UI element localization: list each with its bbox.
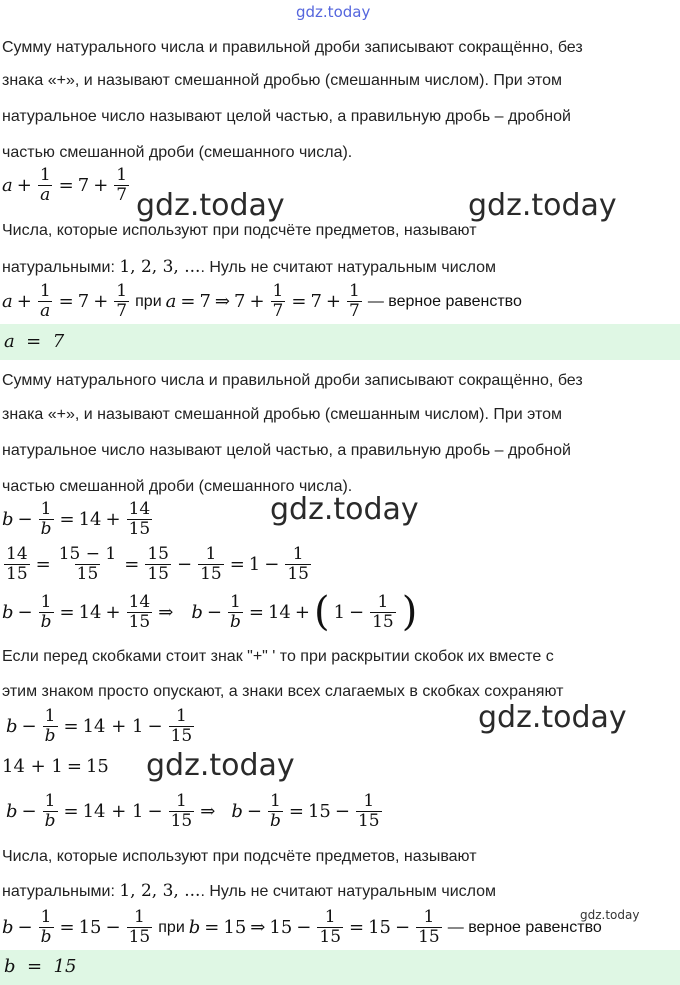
- watermark: gdz.today: [478, 700, 627, 735]
- answer-a-band: [0, 324, 680, 360]
- equation-a-check: a + $\frac{1}{a}$ = 7 + $\frac{1}{7}$ при a = 7 ⇒ 7 + $\frac{1}{7}$ = 7 + $\frac{1}{7}$ — верное равенство: [2, 281, 522, 321]
- rule-text-line: частью смешанной дроби (смешанного числа).: [2, 144, 353, 161]
- op-plus: +: [93, 175, 109, 196]
- watermark: gdz.today: [270, 492, 419, 527]
- fraction: $\frac{1}{a}$: [39, 165, 51, 205]
- natural-text-line: натуральными: 1, 2, 3, .... Нуль не считают натуральным числом: [2, 257, 497, 277]
- op-plus: +: [16, 175, 32, 196]
- watermark: gdz.today: [468, 188, 617, 223]
- natural-text-line: Числа, которые используют при подсчёте предметов, называют: [2, 848, 477, 865]
- top-watermark: gdz.today: [296, 3, 371, 21]
- bracket-rule-line: этим знаком просто опускают, а знаки всех слагаемых в скобках сохраняют: [2, 683, 564, 700]
- equation-fraction-split: $\frac{14}{15}$ = $\frac{15 - 1}{15}$ = $\frac{15}{15}$ − $\frac{1}{15}$ = 1 − $\frac{1}{15}$: [6, 544, 309, 584]
- equation-sum: 14 + 1 = 15: [2, 756, 109, 777]
- equation-b-substitute: b − $\frac{1}{b}$ = 14 + $\frac{14}{15}$ ⇒ b − $\frac{1}{b}$ = 14 + ( 1 − $\frac{1}{15}$ ): [2, 589, 418, 635]
- equation-b-open: b − $\frac{1}{b}$ = 14 + 1 − $\frac{1}{15}$: [6, 706, 193, 746]
- natural-text-line: Числа, которые используют при подсчёте предметов, называют: [2, 222, 477, 239]
- op-eq: =: [58, 175, 74, 196]
- answer-b: b = 15: [4, 956, 77, 977]
- watermark: gdz.today: [146, 748, 295, 783]
- equation-b-original: b − $\frac{1}{b}$ = 14 + $\frac{14}{15}$: [2, 499, 151, 539]
- equation-b-check: b − $\frac{1}{b}$ = 15 − $\frac{1}{15}$ при b = 15 ⇒ 15 − $\frac{1}{15}$ = 15 − $\frac{1}{15}$ — верное равенство: [2, 907, 602, 947]
- rule-text-line: Сумму натурального числа и правильной дроби записывают сокращённо, без: [2, 39, 583, 56]
- bracket-rule-line: Если перед скобками стоит знак "+" ' то при раскрытии скобок их вместе с: [2, 648, 554, 665]
- equation-a-original: [2, 166, 131, 205]
- natural-text-line: натуральными: 1, 2, 3, .... Нуль не считают натуральным числом: [2, 881, 497, 901]
- var-a: a: [2, 175, 13, 196]
- answer-a: a = 7: [4, 331, 65, 352]
- rule-text-line: натуральное число называют целой частью, а правильную дробь – дробной: [2, 442, 571, 459]
- watermark: gdz.today: [136, 188, 285, 223]
- rule-text-line: частью смешанной дроби (смешанного числа).: [2, 478, 353, 495]
- rule-text-line: знака «+», и называют смешанной дробью (смешанным числом). При этом: [2, 72, 562, 89]
- rule-text-line: натуральное число называют целой частью, а правильную дробь – дробной: [2, 108, 571, 125]
- fraction: $\frac{1}{7}$: [116, 165, 128, 205]
- answer-b-band: [0, 950, 680, 985]
- rule-text-line: Сумму натурального числа и правильной дроби записывают сокращённо, без: [2, 372, 583, 389]
- small-watermark: gdz.today: [580, 908, 640, 922]
- rule-text-line: знака «+», и называют смешанной дробью (смешанным числом). При этом: [2, 406, 562, 423]
- number: 7: [77, 175, 90, 196]
- equation-b-simplified: b − $\frac{1}{b}$ = 14 + 1 − $\frac{1}{15}$ ⇒ b − $\frac{1}{b}$ = 15 − $\frac{1}{15}$: [6, 791, 380, 831]
